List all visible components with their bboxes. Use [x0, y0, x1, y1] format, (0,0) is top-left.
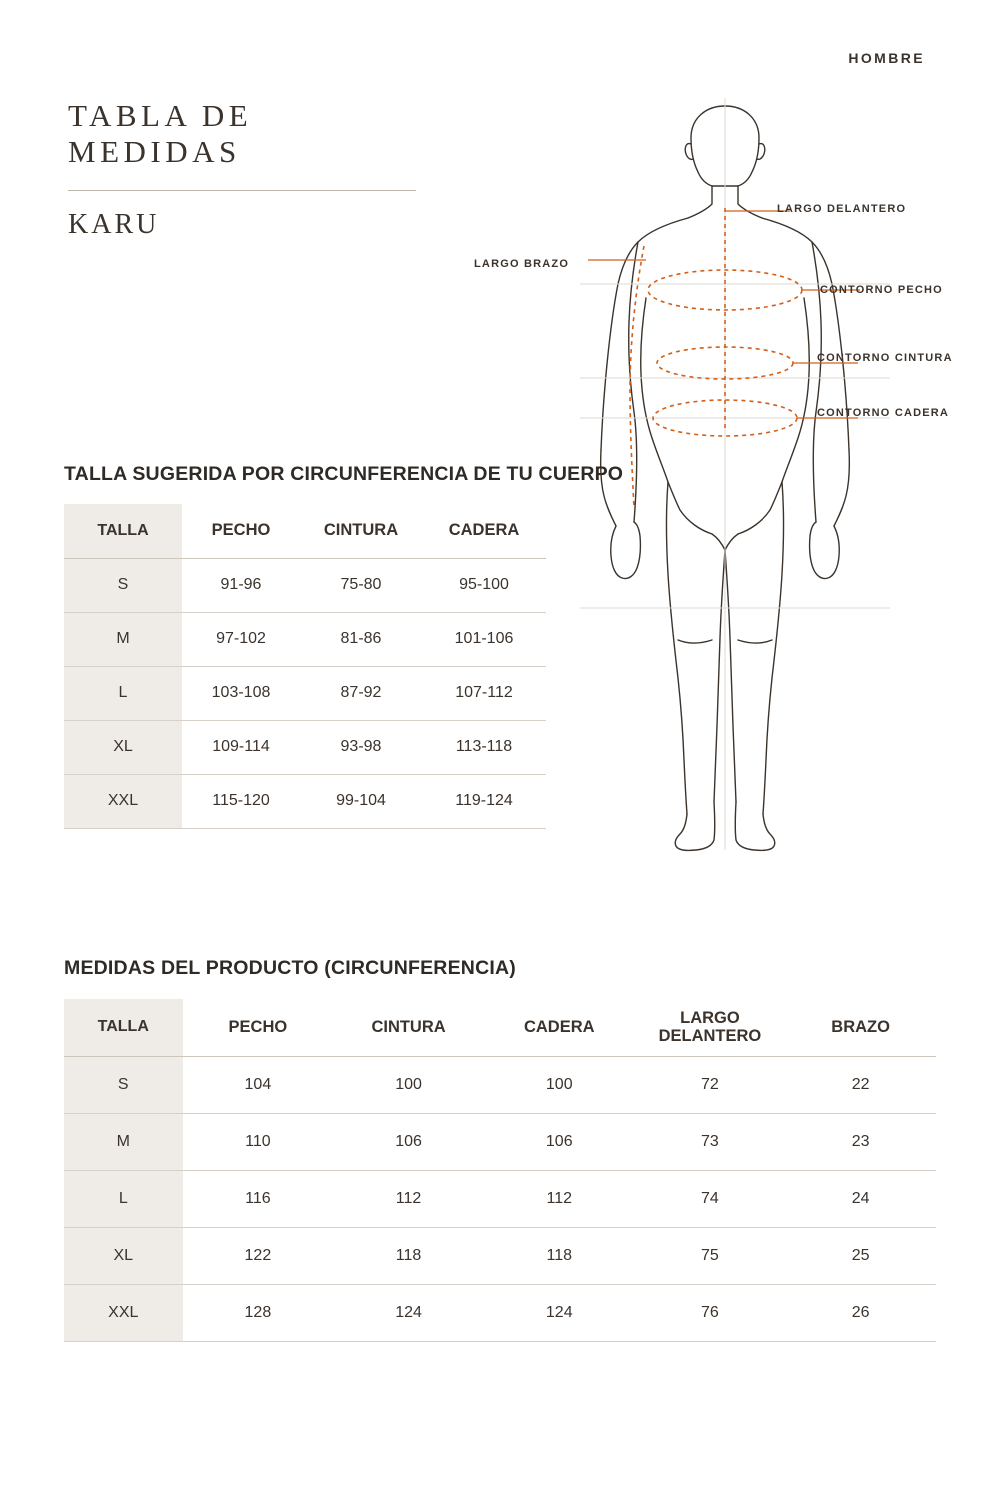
cell-cadera: 101-106 [422, 612, 546, 666]
cell-brazo: 24 [785, 1170, 936, 1227]
cell-cadera: 112 [484, 1170, 635, 1227]
table-header-row [64, 999, 936, 1056]
cell-brazo: 22 [785, 1056, 936, 1113]
cell-talla: L [64, 1170, 183, 1227]
gender-label: HOMBRE [848, 50, 925, 66]
cell-pecho: 122 [183, 1227, 334, 1284]
col-header-largo-line1: LARGO [680, 1008, 740, 1027]
cell-cintura: 124 [333, 1284, 484, 1341]
cell-pecho: 116 [183, 1170, 334, 1227]
table-row [64, 1284, 936, 1341]
callout-contorno-cadera: CONTORNO CADERA [817, 407, 950, 419]
cell-talla: XXL [64, 774, 182, 828]
cell-cintura: 75-80 [300, 558, 422, 612]
cell-cadera: 119-124 [422, 774, 546, 828]
cell-pecho: 103-108 [182, 666, 300, 720]
col-header-cintura: CINTURA [300, 504, 422, 558]
table-row [64, 1056, 936, 1113]
callout-largo-brazo: LARGO BRAZO [474, 258, 570, 270]
col-header-largo-delantero [635, 999, 786, 1056]
cell-largo-delantero: 75 [635, 1227, 786, 1284]
table-row [64, 558, 546, 612]
cell-cadera: 118 [484, 1227, 635, 1284]
cell-talla: M [64, 1113, 183, 1170]
col-header-talla: TALLA [64, 999, 183, 1056]
cell-talla: S [64, 1056, 183, 1113]
col-header-largo-line2: DELANTERO [658, 1027, 762, 1046]
cell-cintura: 112 [333, 1170, 484, 1227]
cell-talla: M [64, 612, 182, 666]
cell-talla: XL [64, 1227, 183, 1284]
product-sizes-section-title: MEDIDAS DEL PRODUCTO (CIRCUNFERENCIA) [64, 957, 516, 979]
table-header-row [64, 504, 546, 558]
cell-talla: XL [64, 720, 182, 774]
cell-talla: XXL [64, 1284, 183, 1341]
cell-largo-delantero: 72 [635, 1056, 786, 1113]
cell-pecho: 128 [183, 1284, 334, 1341]
cell-pecho: 109-114 [182, 720, 300, 774]
cell-largo-delantero: 73 [635, 1113, 786, 1170]
title-divider [68, 190, 416, 191]
cell-cadera: 100 [484, 1056, 635, 1113]
cell-brazo: 26 [785, 1284, 936, 1341]
title-block [68, 98, 428, 241]
cell-pecho: 97-102 [182, 612, 300, 666]
cell-pecho: 104 [183, 1056, 334, 1113]
table-row [64, 1227, 936, 1284]
page-title: TABLA DE MEDIDAS [68, 98, 253, 169]
brand-name: KARU [68, 209, 160, 240]
cell-largo-delantero: 76 [635, 1284, 786, 1341]
col-header-talla: TALLA [64, 504, 182, 558]
table-row [64, 774, 546, 828]
col-header-brazo: BRAZO [785, 999, 936, 1056]
cell-talla: S [64, 558, 182, 612]
cell-pecho: 91-96 [182, 558, 300, 612]
cell-pecho: 115-120 [182, 774, 300, 828]
col-header-pecho: PECHO [183, 999, 334, 1056]
cell-largo-delantero: 74 [635, 1170, 786, 1227]
col-header-cadera: CADERA [484, 999, 635, 1056]
cell-cintura: 106 [333, 1113, 484, 1170]
product-measurements-table [64, 999, 936, 1342]
cell-brazo: 25 [785, 1227, 936, 1284]
cell-cadera: 124 [484, 1284, 635, 1341]
cell-cadera: 106 [484, 1113, 635, 1170]
cell-pecho: 110 [183, 1113, 334, 1170]
body-measurements-table [64, 504, 546, 829]
cell-talla: L [64, 666, 182, 720]
callout-largo-delantero: LARGO DELANTERO [777, 203, 907, 215]
callout-contorno-pecho: CONTORNO PECHO [820, 284, 943, 296]
table-row [64, 666, 546, 720]
callout-contorno-cintura: CONTORNO CINTURA [817, 352, 953, 364]
cell-cintura: 81-86 [300, 612, 422, 666]
cell-cintura: 118 [333, 1227, 484, 1284]
table-row [64, 720, 546, 774]
cell-cadera: 107-112 [422, 666, 546, 720]
col-header-cintura: CINTURA [333, 999, 484, 1056]
table-row [64, 1113, 936, 1170]
table-row [64, 1170, 936, 1227]
cell-brazo: 23 [785, 1113, 936, 1170]
col-header-cadera: CADERA [422, 504, 546, 558]
table-row [64, 612, 546, 666]
cell-cadera: 95-100 [422, 558, 546, 612]
cell-cadera: 113-118 [422, 720, 546, 774]
cell-cintura: 100 [333, 1056, 484, 1113]
cell-cintura: 93-98 [300, 720, 422, 774]
body-sizes-section-title: TALLA SUGERIDA POR CIRCUNFERENCIA DE TU CUERPO [64, 463, 624, 485]
cell-cintura: 87-92 [300, 666, 422, 720]
cell-cintura: 99-104 [300, 774, 422, 828]
col-header-pecho: PECHO [182, 504, 300, 558]
